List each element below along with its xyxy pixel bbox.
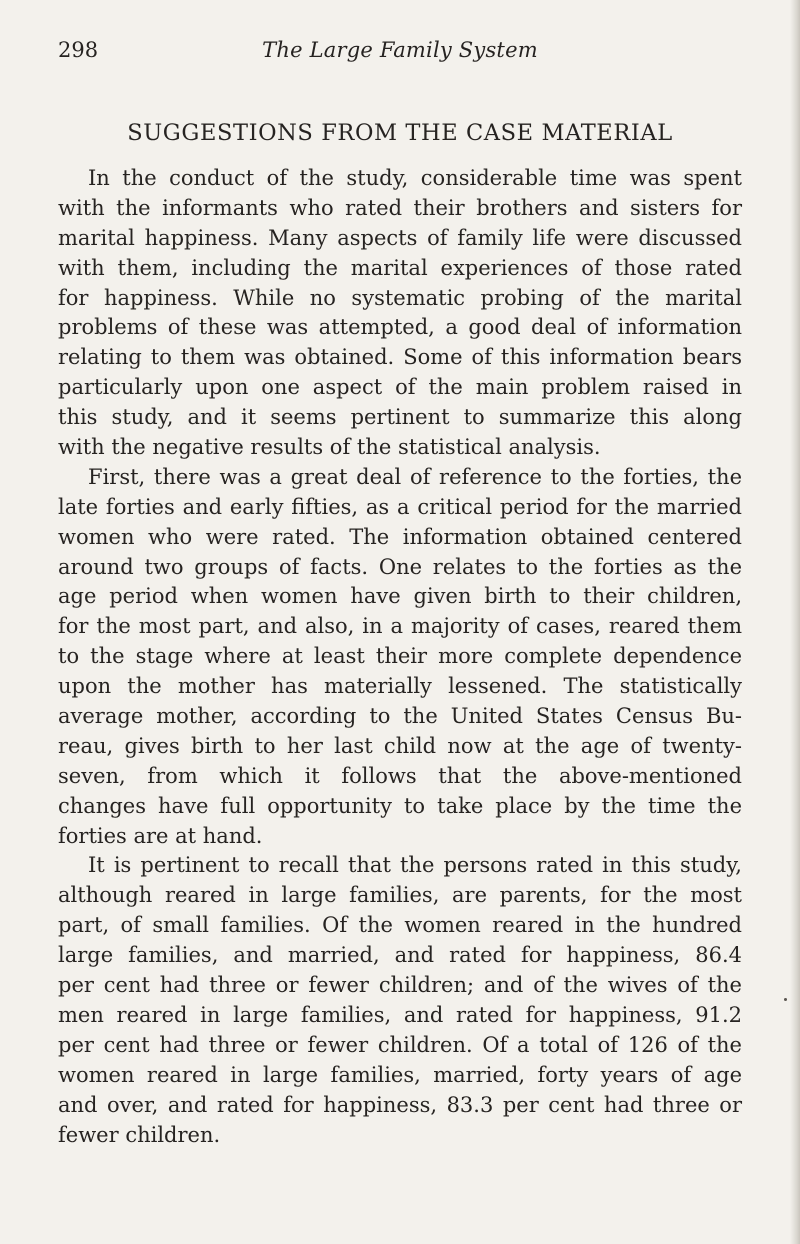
text-line: for happiness. While no systematic probing of the marital — [58, 285, 742, 310]
text-line: with the informants who rated their brothers and sisters for — [58, 195, 742, 220]
text-line: fewer children. — [58, 1122, 221, 1147]
page-number: 298 — [58, 38, 99, 62]
text-line: changes have full opportunity to take place by the time the — [58, 793, 742, 818]
section-heading: SUGGESTIONS FROM THE CASE MATERIAL — [127, 120, 673, 146]
running-head — [58, 38, 742, 68]
text-line: particularly upon one aspect of the main problem raised in — [58, 375, 742, 400]
text-line: First, there was a great deal of reference to the forties, the — [88, 464, 742, 489]
text-line: It is pertinent to recall that the persons rated in this study, — [88, 853, 742, 878]
text-line: women who were rated. The information obtained centered — [58, 524, 742, 549]
text-line: seven, from which it follows that the above-mentioned — [58, 763, 742, 788]
text-line: although reared in large families, are parents, for the most — [58, 883, 742, 908]
text-line: part, of small families. Of the women reared in the hundred — [58, 913, 742, 938]
text-line: average mother, according to the United States Census Bu- — [58, 704, 742, 729]
body-text — [58, 164, 742, 1150]
text-line: marital happiness. Many aspects of family life were discussed — [58, 225, 742, 250]
text-line: to the stage where at least their more complete dependence — [58, 644, 742, 669]
text-line: with the negative results of the statistical analysis. — [58, 435, 601, 460]
text-line: late forties and early fifties, as a critical period for the married — [58, 494, 742, 519]
text-line: around two groups of facts. One relates to the forties as the — [58, 554, 742, 579]
text-line: per cent had three or fewer children. Of a total of 126 of the — [58, 1032, 742, 1057]
text-line: reau, gives birth to her last child now at the age of twenty- — [58, 733, 742, 758]
text-line: upon the mother has materially lessened. The statistically — [58, 674, 742, 699]
text-line: problems of these was attempted, a good deal of information — [58, 315, 742, 340]
ink-speck — [784, 998, 787, 1001]
text-line: and over, and rated for happiness, 83.3 per cent had three or — [58, 1092, 742, 1117]
text-line: In the conduct of the study, considerable time was spent — [88, 166, 742, 190]
page-edge — [790, 0, 800, 1244]
text-line: for the most part, and also, in a majority of cases, reared them — [58, 614, 742, 639]
text-line: per cent had three or fewer children; and of the wives of the — [58, 973, 742, 998]
text-line: relating to them was obtained. Some of this information bears — [58, 345, 742, 370]
text-line: large families, and married, and rated for happiness, 86.4 — [58, 943, 742, 968]
running-title: The Large Family System — [262, 38, 538, 62]
text-line: with them, including the marital experiences of those rated — [58, 255, 742, 280]
text-line: age period when women have given birth to their children, — [58, 584, 742, 609]
text-line: forties are at hand. — [58, 823, 263, 848]
text-line: women reared in large families, married, forty years of age — [58, 1062, 742, 1087]
text-line: this study, and it seems pertinent to summarize this along — [58, 405, 742, 430]
text-line: men reared in large families, and rated for happiness, 91.2 — [58, 1002, 742, 1027]
